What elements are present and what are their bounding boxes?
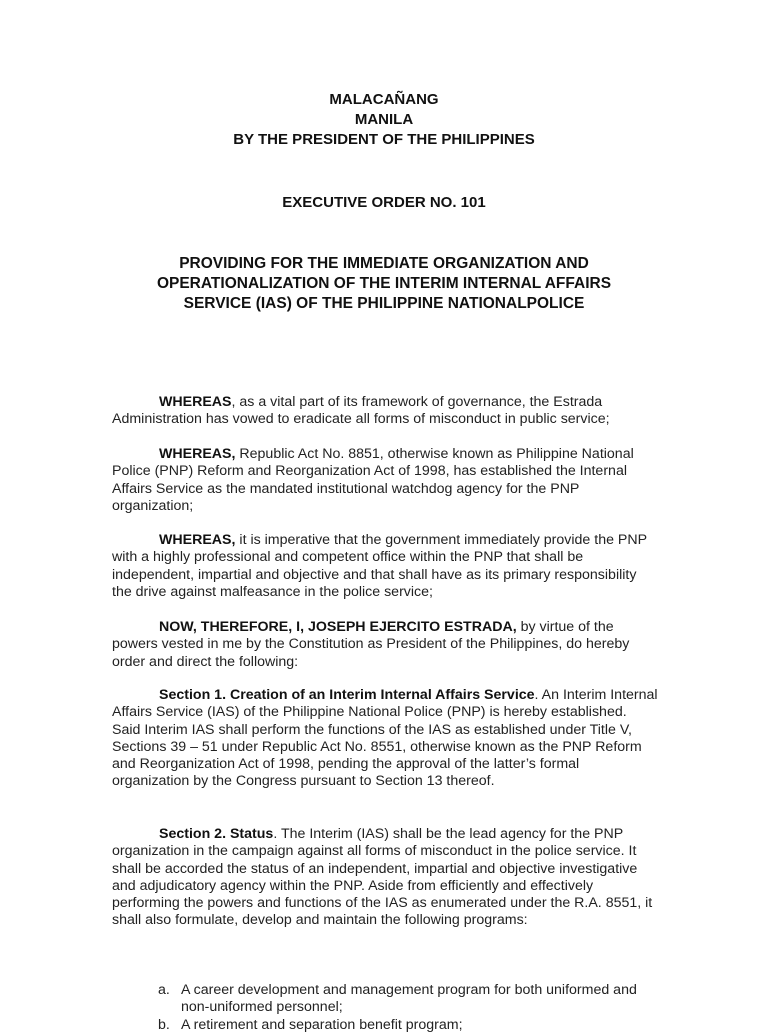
section-2-status xyxy=(112,826,658,930)
title-line-1: PROVIDING FOR THE IMMEDIATE ORGANIZATION AND xyxy=(179,255,589,272)
clause-text: Republic Act No. 8851, otherwise known as Philippine National Police (PNP) Reform and Reorganization Act of 1998, has established the Internal Affairs Service as the mandated institutional watchdog agency for the PNP organization; xyxy=(112,446,634,514)
clause-lead: NOW, THEREFORE, I, JOSEPH EJERCITO ESTRADA, xyxy=(159,619,517,635)
clause-lead: WHEREAS, xyxy=(159,446,236,462)
header-by-the-president: BY THE PRESIDENT OF THE PHILIPPINES xyxy=(233,131,535,148)
list-marker: a. xyxy=(158,982,170,998)
section-text: . The Interim (IAS) shall be the lead agency for the PNP organization in the campaign against all forms of misconduct in the police service. It shall be accorded the status of an independent, impartial and objective investigative and adjudicatory agency within the PNP. Aside from efficiently and effectively performing the powers and functions of the IAS as enumerated under the R.A. 8551, it shall also formulate, develop and maintain the following programs: xyxy=(112,826,653,929)
executive-order-number xyxy=(0,193,768,213)
list-marker: b. xyxy=(158,1016,170,1033)
section-heading: Section 2. Status xyxy=(159,826,274,842)
now-therefore-clause xyxy=(112,619,658,671)
list-item xyxy=(158,982,658,1017)
clause-text: it is imperative that the government immediately provide the PNP with a highly professional and competent office within the PNP that shall be independent, impartial and objective and that shall have as its primary responsibility the drive against malfeasance in the police service; xyxy=(112,532,647,600)
whereas-clause-2 xyxy=(112,446,658,515)
issuing-authority-header xyxy=(0,90,768,150)
header-manila: MANILA xyxy=(354,111,414,128)
document-title xyxy=(0,254,768,314)
whereas-clause-3 xyxy=(112,532,658,601)
programs-list xyxy=(158,982,658,1034)
section-heading: Section 1. Creation of an Interim Internal Affairs Service xyxy=(159,687,535,703)
clause-lead: WHEREAS xyxy=(159,394,232,410)
clause-text: by virtue of the powers vested in me by the Constitution as President of the Philippines, do hereby order and direct the following: xyxy=(112,619,630,670)
order-number-text: EXECUTIVE ORDER NO. 101 xyxy=(282,194,486,211)
section-text: . An Interim Internal Affairs Service (IAS) of the Philippine National Police (PNP) is hereby established. Said Interim IAS shall perform the functions of the IAS as established under Title V, Sections 39 – 51 under Republic Act No. 8551, otherwise known as the PNP Reform and Reorganization Act of 1998, pending the approval of the latter’s formal organization by the Congress pursuant to Section 13 thereof. xyxy=(112,687,658,790)
list-item-text: A retirement and separation benefit program; xyxy=(181,1016,463,1033)
list-item xyxy=(158,1017,658,1034)
whereas-clause-1 xyxy=(112,394,658,429)
section-1-creation xyxy=(112,687,658,791)
clause-text: , as a vital part of its framework of governance, the Estrada Administration has vowed to eradicate all forms of misconduct in public service; xyxy=(112,394,610,428)
title-line-3: SERVICE (IAS) OF THE PHILIPPINE NATIONALPOLICE xyxy=(183,295,585,312)
clause-lead: WHEREAS, xyxy=(159,532,236,548)
title-line-2: OPERATIONALIZATION OF THE INTERIM INTERNAL AFFAIRS xyxy=(156,275,612,292)
list-item-text: A career development and management program for both uniformed and non-uniformed personnel; xyxy=(181,982,637,1016)
header-malacanang: MALACAÑANG xyxy=(329,91,439,108)
